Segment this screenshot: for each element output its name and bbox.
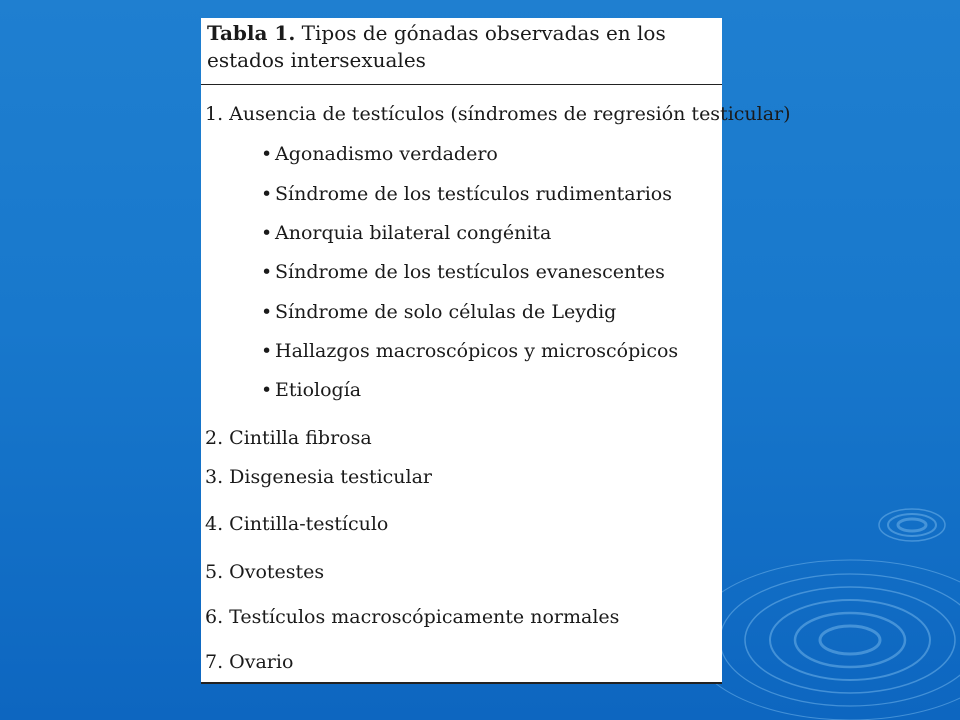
table-item-text: Síndrome de los testículos evanescentes	[275, 261, 665, 283]
bullet-icon: •	[261, 183, 273, 205]
table-item-text: Etiología	[275, 379, 362, 401]
bullet-icon: •	[261, 301, 273, 323]
table-subitem	[261, 182, 672, 206]
table-item-text: Síndrome de solo células de Leydig	[275, 301, 617, 323]
table-item	[205, 465, 432, 489]
bullet-icon: •	[261, 340, 273, 362]
table-item	[205, 512, 388, 536]
bullet-icon: •	[261, 379, 273, 401]
table-subitem	[261, 300, 616, 324]
table-item-text: Síndrome de los testículos rudimentarios	[275, 183, 672, 205]
table-subitem	[261, 339, 678, 363]
bullet-icon: •	[261, 143, 273, 165]
table-item-text: 1. Ausencia de testículos (síndromes de regresión testicular)	[205, 103, 791, 125]
table-item-text: 3. Disgenesia testicular	[205, 466, 433, 488]
table-item	[205, 102, 791, 126]
table-item-text: 5. Ovotestes	[205, 561, 325, 583]
bullet-icon: •	[261, 222, 273, 244]
table-item-text: 7. Ovario	[205, 651, 294, 673]
table-item	[205, 560, 324, 584]
table-caption-label: Tabla 1.	[207, 21, 296, 45]
table-card	[201, 18, 791, 684]
table-item	[205, 605, 619, 629]
table-caption-text: Tipos de gónadas observadas en los estados intersexuales	[207, 21, 666, 72]
table-item-text: 6. Testículos macroscópicamente normales	[205, 606, 620, 628]
table-item-text: Agonadismo verdadero	[275, 143, 498, 165]
table-item	[205, 650, 293, 674]
table-item-text: Hallazgos macroscópicos y microscópicos	[275, 340, 679, 362]
table-item-text: 2. Cintilla fibrosa	[205, 427, 372, 449]
table-item-text: 4. Cintilla-testículo	[205, 513, 389, 535]
table-subitem	[261, 142, 498, 166]
table-subitem	[261, 378, 361, 402]
table-rows	[201, 18, 791, 684]
bullet-icon: •	[261, 261, 273, 283]
table-subitem	[261, 221, 551, 245]
table-item-text: Anorquia bilateral congénita	[275, 222, 552, 244]
table-item	[205, 426, 372, 450]
table-subitem	[261, 260, 665, 284]
